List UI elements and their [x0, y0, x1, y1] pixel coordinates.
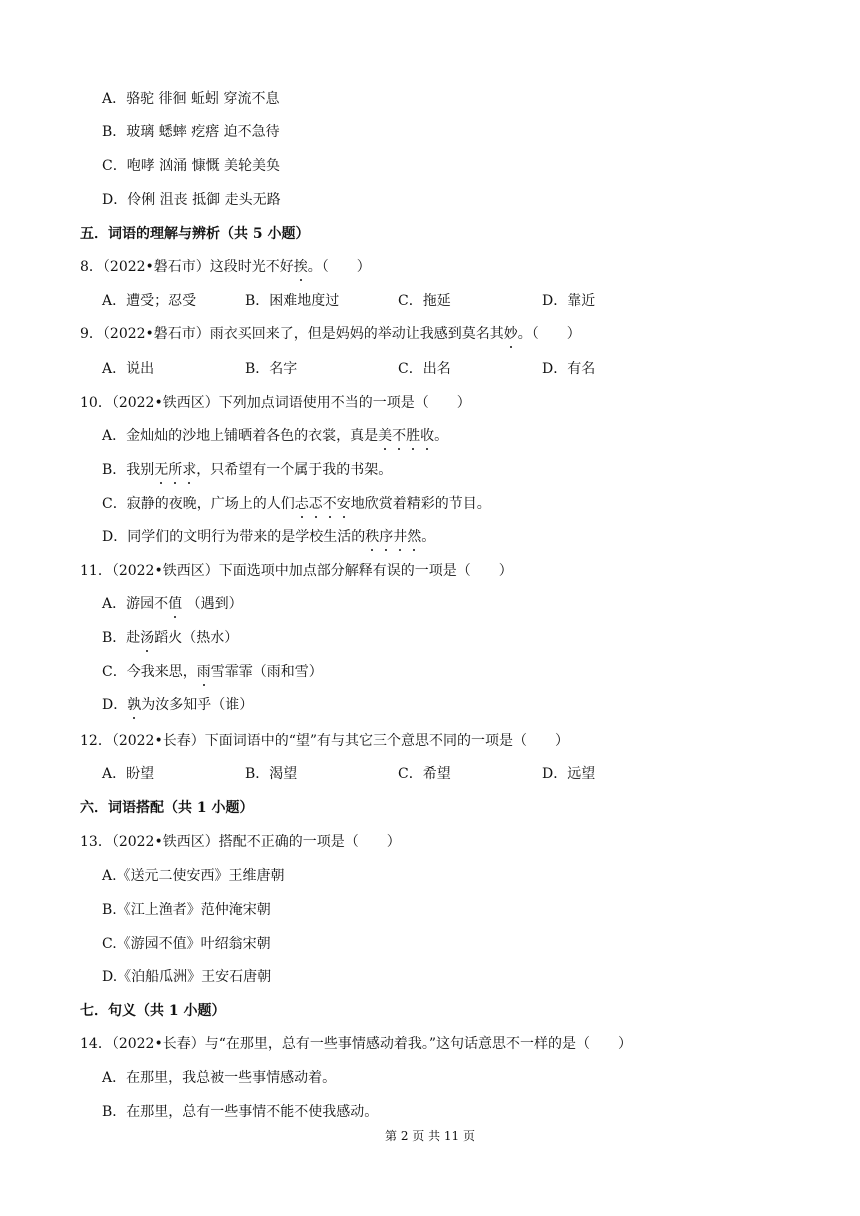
q11-option-c: C．今我来思，雨雪霏霏（雨和雪）: [102, 664, 323, 680]
q9-options: [102, 359, 822, 379]
q12-options: [102, 764, 822, 784]
q14-option-b: B．在那里，总有一些事情不能不使我感动。: [102, 1104, 379, 1120]
q14-option-a: A．在那里，我总被一些事情感动着。: [102, 1070, 337, 1086]
q13-stem: 13．（2022•铁西区）搭配不正确的一项是（ ）: [80, 834, 401, 850]
q13-option-d: D.《泊船瓜洲》王安石唐朝: [102, 969, 272, 985]
q7-option-a: A．骆驼 徘徊 蚯蚓 穿流不息: [102, 91, 280, 107]
q7-option-c: C．咆哮 汹涌 慷慨 美轮美奂: [102, 158, 281, 174]
q13-option-b: B.《江上渔者》范仲淹宋朝: [102, 902, 271, 918]
q8-option-d: D．靠近: [542, 293, 596, 309]
q10-stem: 10．（2022•铁西区）下列加点词语使用不当的一项是（ ）: [80, 395, 471, 411]
q9-option-a: A．说出: [102, 361, 155, 377]
q11-stem: 11．（2022•铁西区）下面选项中加点部分解释有误的一项是（ ）: [80, 563, 513, 579]
q8-option-c: C．拖延: [398, 293, 451, 309]
q12-option-a: A．盼望: [102, 766, 155, 782]
section-7-heading: 七．句义（共 1 小题）: [80, 1003, 226, 1019]
q8-option-a: A．遭受；忍受: [102, 293, 197, 309]
section-6-heading: 六．词语搭配（共 1 小题）: [80, 800, 254, 816]
q9-stem: 9．（2022•磐石市）雨衣买回来了，但是妈妈的举动让我感到莫名其妙。（ ）: [80, 326, 581, 342]
q8-option-b: B．困难地度过: [245, 293, 340, 309]
q12-stem: 12．（2022•长春）下面词语中的“望”有与其它三个意思不同的一项是（ ）: [80, 733, 570, 749]
q9-option-b: B．名字: [245, 361, 298, 377]
q8-dotted-word: 挨: [293, 259, 308, 275]
q9-dotted-word: 妙: [503, 326, 518, 342]
q11-option-a: A．游园不值 （遇到）: [102, 596, 243, 612]
q10-option-a: A．金灿灿的沙地上铺晒着各色的衣裳，真是美不胜收。: [102, 428, 449, 444]
q10-option-b: B．我别无所求，只希望有一个属于我的书架。: [102, 462, 393, 478]
q13-option-c: C.《游园不值》叶绍翁宋朝: [102, 936, 271, 952]
q12-option-d: D．远望: [542, 766, 596, 782]
q13-option-a: A.《送元二使安西》王维唐朝: [102, 868, 285, 884]
q8-options: [102, 291, 822, 311]
q9-option-d: D．有名: [542, 361, 596, 377]
q9-option-c: C．出名: [398, 361, 451, 377]
q12-option-b: B．渴望: [245, 766, 298, 782]
q10-option-c: C．寂静的夜晚，广场上的人们忐忑不安地欣赏着精彩的节目。: [102, 496, 491, 512]
q12-option-c: C．希望: [398, 766, 451, 782]
page-footer: 第 2 页 共 11 页: [385, 1129, 475, 1143]
q14-stem: 14．（2022•长春）与“在那里，总有一些事情感动着我。”这句话意思不一样的是（ ）: [80, 1036, 633, 1052]
section-5-heading: 五．词语的理解与辨析（共 5 小题）: [80, 226, 310, 242]
q7-option-d: D．伶俐 沮丧 抵御 走头无路: [102, 192, 281, 208]
q8-stem: 8．（2022•磐石市）这段时光不好挨。（ ）: [80, 259, 371, 275]
q11-option-b: B．赴汤蹈火（热水）: [102, 630, 239, 646]
q7-option-b: B．玻璃 蟋蟀 疙瘩 迫不急待: [102, 124, 280, 140]
q10-option-d: D．同学们的文明行为带来的是学校生活的秩序井然。: [102, 529, 436, 545]
q11-option-d: D．孰为汝多知乎（谁）: [102, 697, 254, 713]
